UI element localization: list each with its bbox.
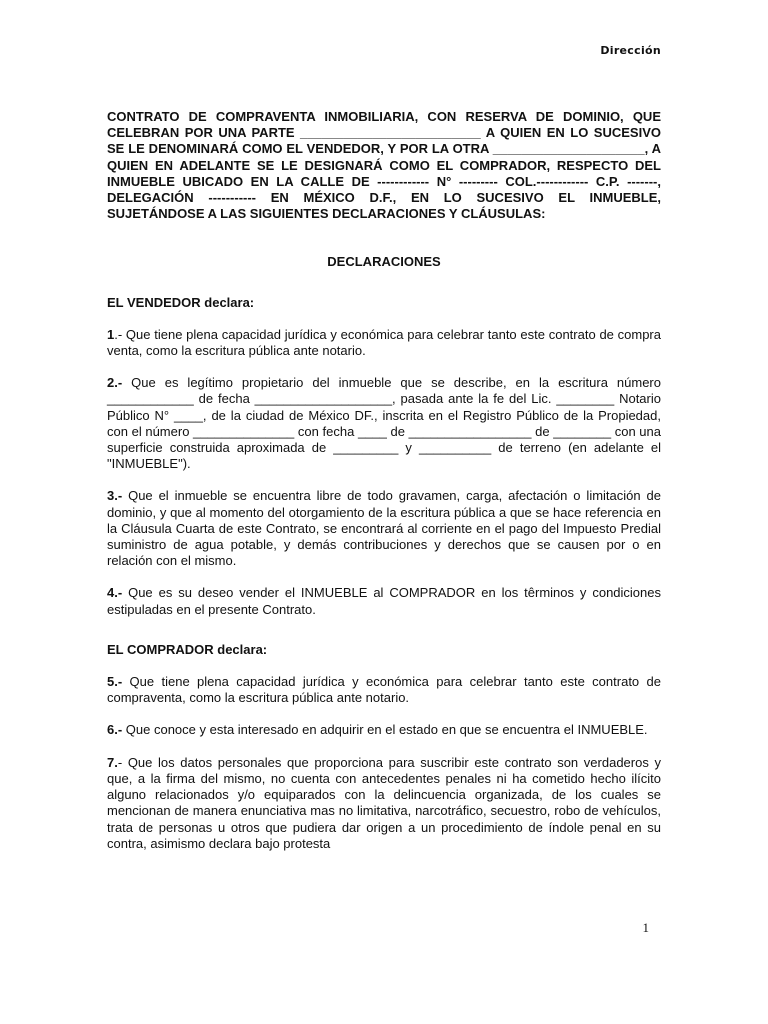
declaration-text: Que conoce y esta interesado en adquirir en el estado en que se encuentra el INMUEBLE.: [122, 722, 648, 738]
vendedor-heading: EL VENDEDOR declara:: [107, 294, 255, 310]
declaration-number: 1: [107, 326, 115, 342]
header-label: Dirección: [600, 44, 661, 57]
declaration-number: 7.: [107, 754, 118, 770]
declaration-paragraph-5: [107, 674, 661, 706]
declaration-paragraph-1: [107, 327, 661, 359]
declaration-number: 5.-: [107, 674, 123, 690]
declaration-paragraph-2: [107, 375, 661, 472]
declaration-text: .- Que tiene plena capacidad jurídica y económica para celebrar tanto este contrato de compra venta, como la escritura pública ante notario.: [107, 326, 661, 359]
section-heading-declaraciones: DECLARACIONES: [327, 254, 441, 270]
declaration-text: Que es su deseo vender el INMUEBLE al COMPRADOR en los têrminos y condiciones estipuladas en el presente Contrato.: [107, 585, 661, 617]
declaration-text: Que el inmueble se encuentra libre de todo gravamen, carga, afectación o limitación de dominio, y que al momento del otorgamiento de la escritura pública a que se hace referencia en la Cláusula Cuarta de este Contrato, se encontrará al corriente en el pago del Impuesto Predial suministro de agua potable, y demás contribuciones y derechos que se causen por o en relación con el mismo.: [107, 488, 661, 569]
declaration-text: - Que los datos personales que proporciona para suscribir este contrato son verdaderos y que, a la firma del mismo, no cuenta con antecedentes penales ni ha cometido hecho ilícito alguno relacionados y/o equiparados con la delincuencia organizada, de los cuales se mencionan de manera enunciativa mas no limitativa, narcotráfico, secuestro, robo de vehículos, trata de personas u otros que pudiera dar origen a un procedimiento de índole penal en su contra, asimismo declara bajo protesta: [107, 754, 661, 851]
declaration-paragraph-4: [107, 585, 661, 617]
declaration-text: Que tiene plena capacidad jurídica y económica para celebrar tanto este contrato de compraventa, como la escritura pública ante notario.: [107, 674, 661, 706]
document-body: [107, 109, 661, 852]
comprador-heading: EL COMPRADOR declara:: [107, 641, 268, 657]
declaration-number: 4.-: [107, 585, 123, 601]
declaration-number: 2.-: [107, 375, 123, 391]
declaration-text: Que es legítimo propietario del inmueble que se describe, en la escritura número ____________ de fecha ___________________, pasada ante la fe del Lic. ________ Notario Público N° ____, de la ciudad de México DF., inscrita en el Registro Público de la Propiedad, con el número ______________ con fecha ____ de _________________ de ________ con una superficie construida aproximada de _________ y __________ de terreno (en adelante el "INMUEBLE").: [107, 375, 661, 472]
page-number: 1: [642, 920, 649, 935]
declaration-number: 3.-: [107, 488, 123, 504]
declaration-paragraph-6: [107, 722, 661, 738]
declaration-paragraph-3: [107, 488, 661, 569]
contract-title: CONTRATO DE COMPRAVENTA INMOBILIARIA, CON RESERVA DE DOMINIO, QUE CELEBRAN POR UNA PARTE _________________________ A QUIEN EN LO SUCESIVO SE LE DENOMINARÁ COMO EL VENDEDOR, Y POR LA OTRA _____________________, A QUIEN EN ADELANTE SE LE DESIGNARÁ COMO EL COMPRADOR, RESPECTO DEL INMUEBLE UBICADO EN LA CALLE DE ------------ N° --------- COL.------------ C.P. -------, DELEGACIÓN ----------- EN MÉXICO D.F., EN LO SUCESIVO EL INMUEBLE, SUJETÁNDOSE A LAS SIGUIENTES DECLARACIONES Y CLÁUSULAS:: [107, 109, 661, 222]
declaration-paragraph-7: [107, 755, 661, 852]
declaration-number: 6.-: [107, 722, 123, 738]
